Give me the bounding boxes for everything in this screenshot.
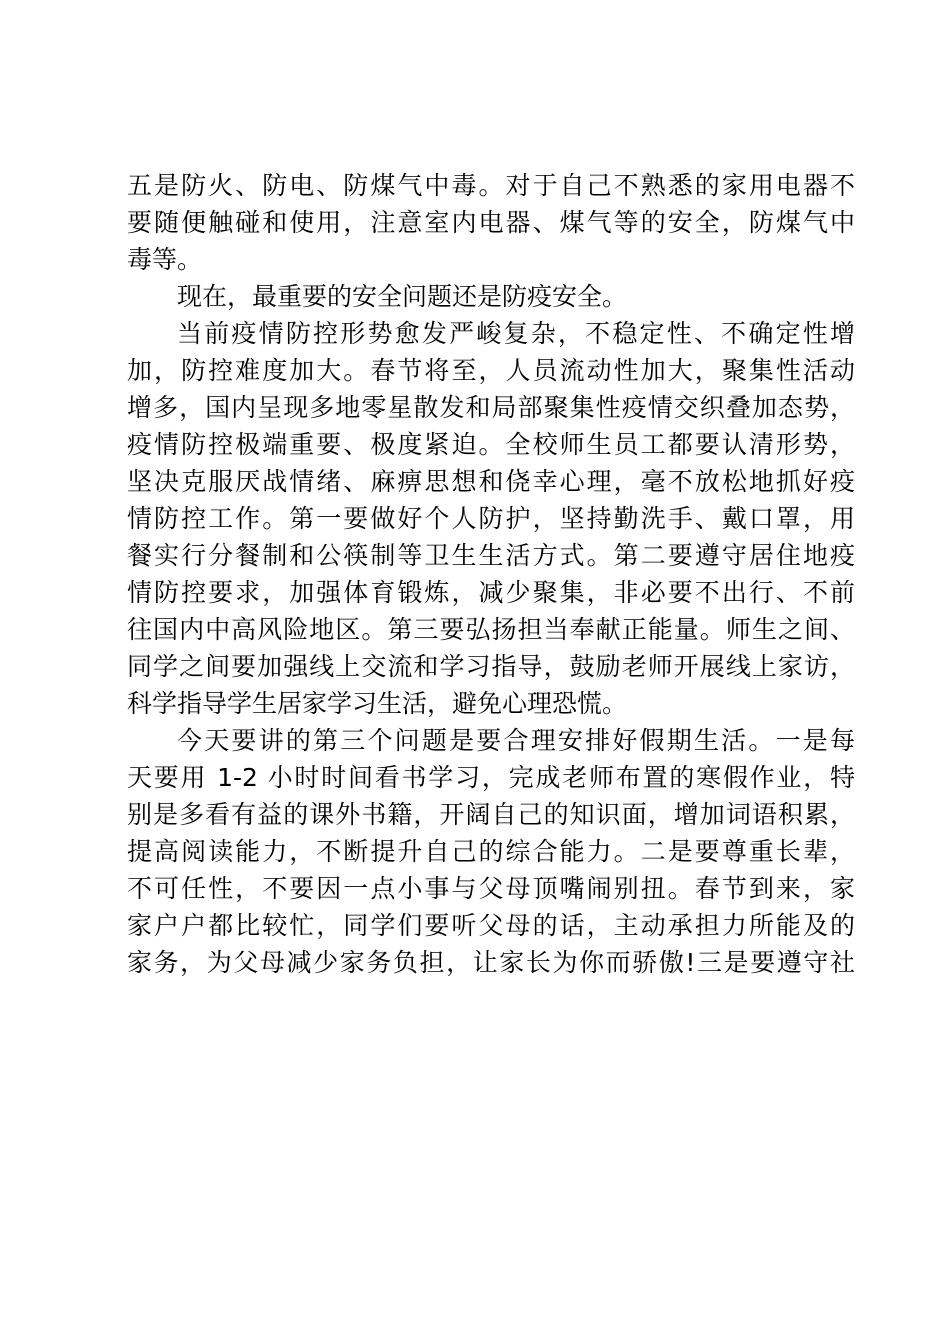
paragraph-epidemic-control: [127, 315, 855, 722]
text-line: 同学之间要加强线上交流和学习指导，鼓励老师开展线上家访，: [127, 652, 855, 681]
text-line: 天要用 1-2 小时时间看书学习，完成老师布置的寒假作业，特: [127, 763, 855, 792]
paragraph-fire-safety: [127, 167, 855, 278]
text-line: 不可任性，不要因一点小事与父母顶嘴闹别扭。春节到来，家: [127, 874, 855, 903]
paragraph-epidemic-intro: [127, 278, 855, 315]
text-line: 坚决克服厌战情绪、麻痹思想和侥幸心理，毫不放松地抓好疫: [127, 467, 855, 496]
text-line: 今天要讲的第三个问题是要合理安排好假期生活。一是每: [177, 726, 855, 755]
text-line: 当前疫情防控形势愈发严峻复杂，不稳定性、不确定性增: [177, 319, 855, 348]
text-line: 餐实行分餐制和公筷制等卫生生活方式。第二要遵守居住地疫: [127, 541, 855, 570]
text-line: 疫情防控极端重要、极度紧迫。全校师生员工都要认清形势，: [127, 430, 855, 459]
text-line: 别是多看有益的课外书籍，开阔自己的知识面，增加词语积累，: [127, 800, 855, 829]
document-body: [127, 167, 855, 981]
text-line: 毒等。: [127, 245, 203, 274]
text-line: 情防控工作。第一要做好个人防护，坚持勤洗手、戴口罩，用: [127, 504, 855, 533]
text-line: 提高阅读能力，不断提升自己的综合能力。二是要尊重长辈，: [127, 837, 855, 866]
text-line: 情防控要求，加强体育锻炼，减少聚集，非必要不出行、不前: [127, 578, 855, 607]
text-line: 五是防火、防电、防煤气中毒。对于自己不熟悉的家用电器不: [127, 171, 855, 200]
text-line: 科学指导学生居家学习生活，避免心理恐慌。: [127, 689, 628, 718]
text-line: 加，防控难度加大。春节将至，人员流动性加大，聚集性活动: [127, 356, 855, 385]
text-line: 增多，国内呈现多地零星散发和局部聚集性疫情交织叠加态势，: [127, 393, 855, 422]
text-line: 要随便触碰和使用，注意室内电器、煤气等的安全，防煤气中: [127, 208, 855, 237]
text-line: 家务，为父母减少家务负担，让家长为你而骄傲!三是要遵守社: [127, 948, 855, 977]
text-line: 现在，最重要的安全问题还是防疫安全。: [177, 282, 628, 311]
text-line: 家户户都比较忙，同学们要听父母的话，主动承担力所能及的: [127, 911, 855, 940]
text-line: 往国内中高风险地区。第三要弘扬担当奉献正能量。师生之间、: [127, 615, 855, 644]
paragraph-holiday-life: [127, 722, 855, 981]
